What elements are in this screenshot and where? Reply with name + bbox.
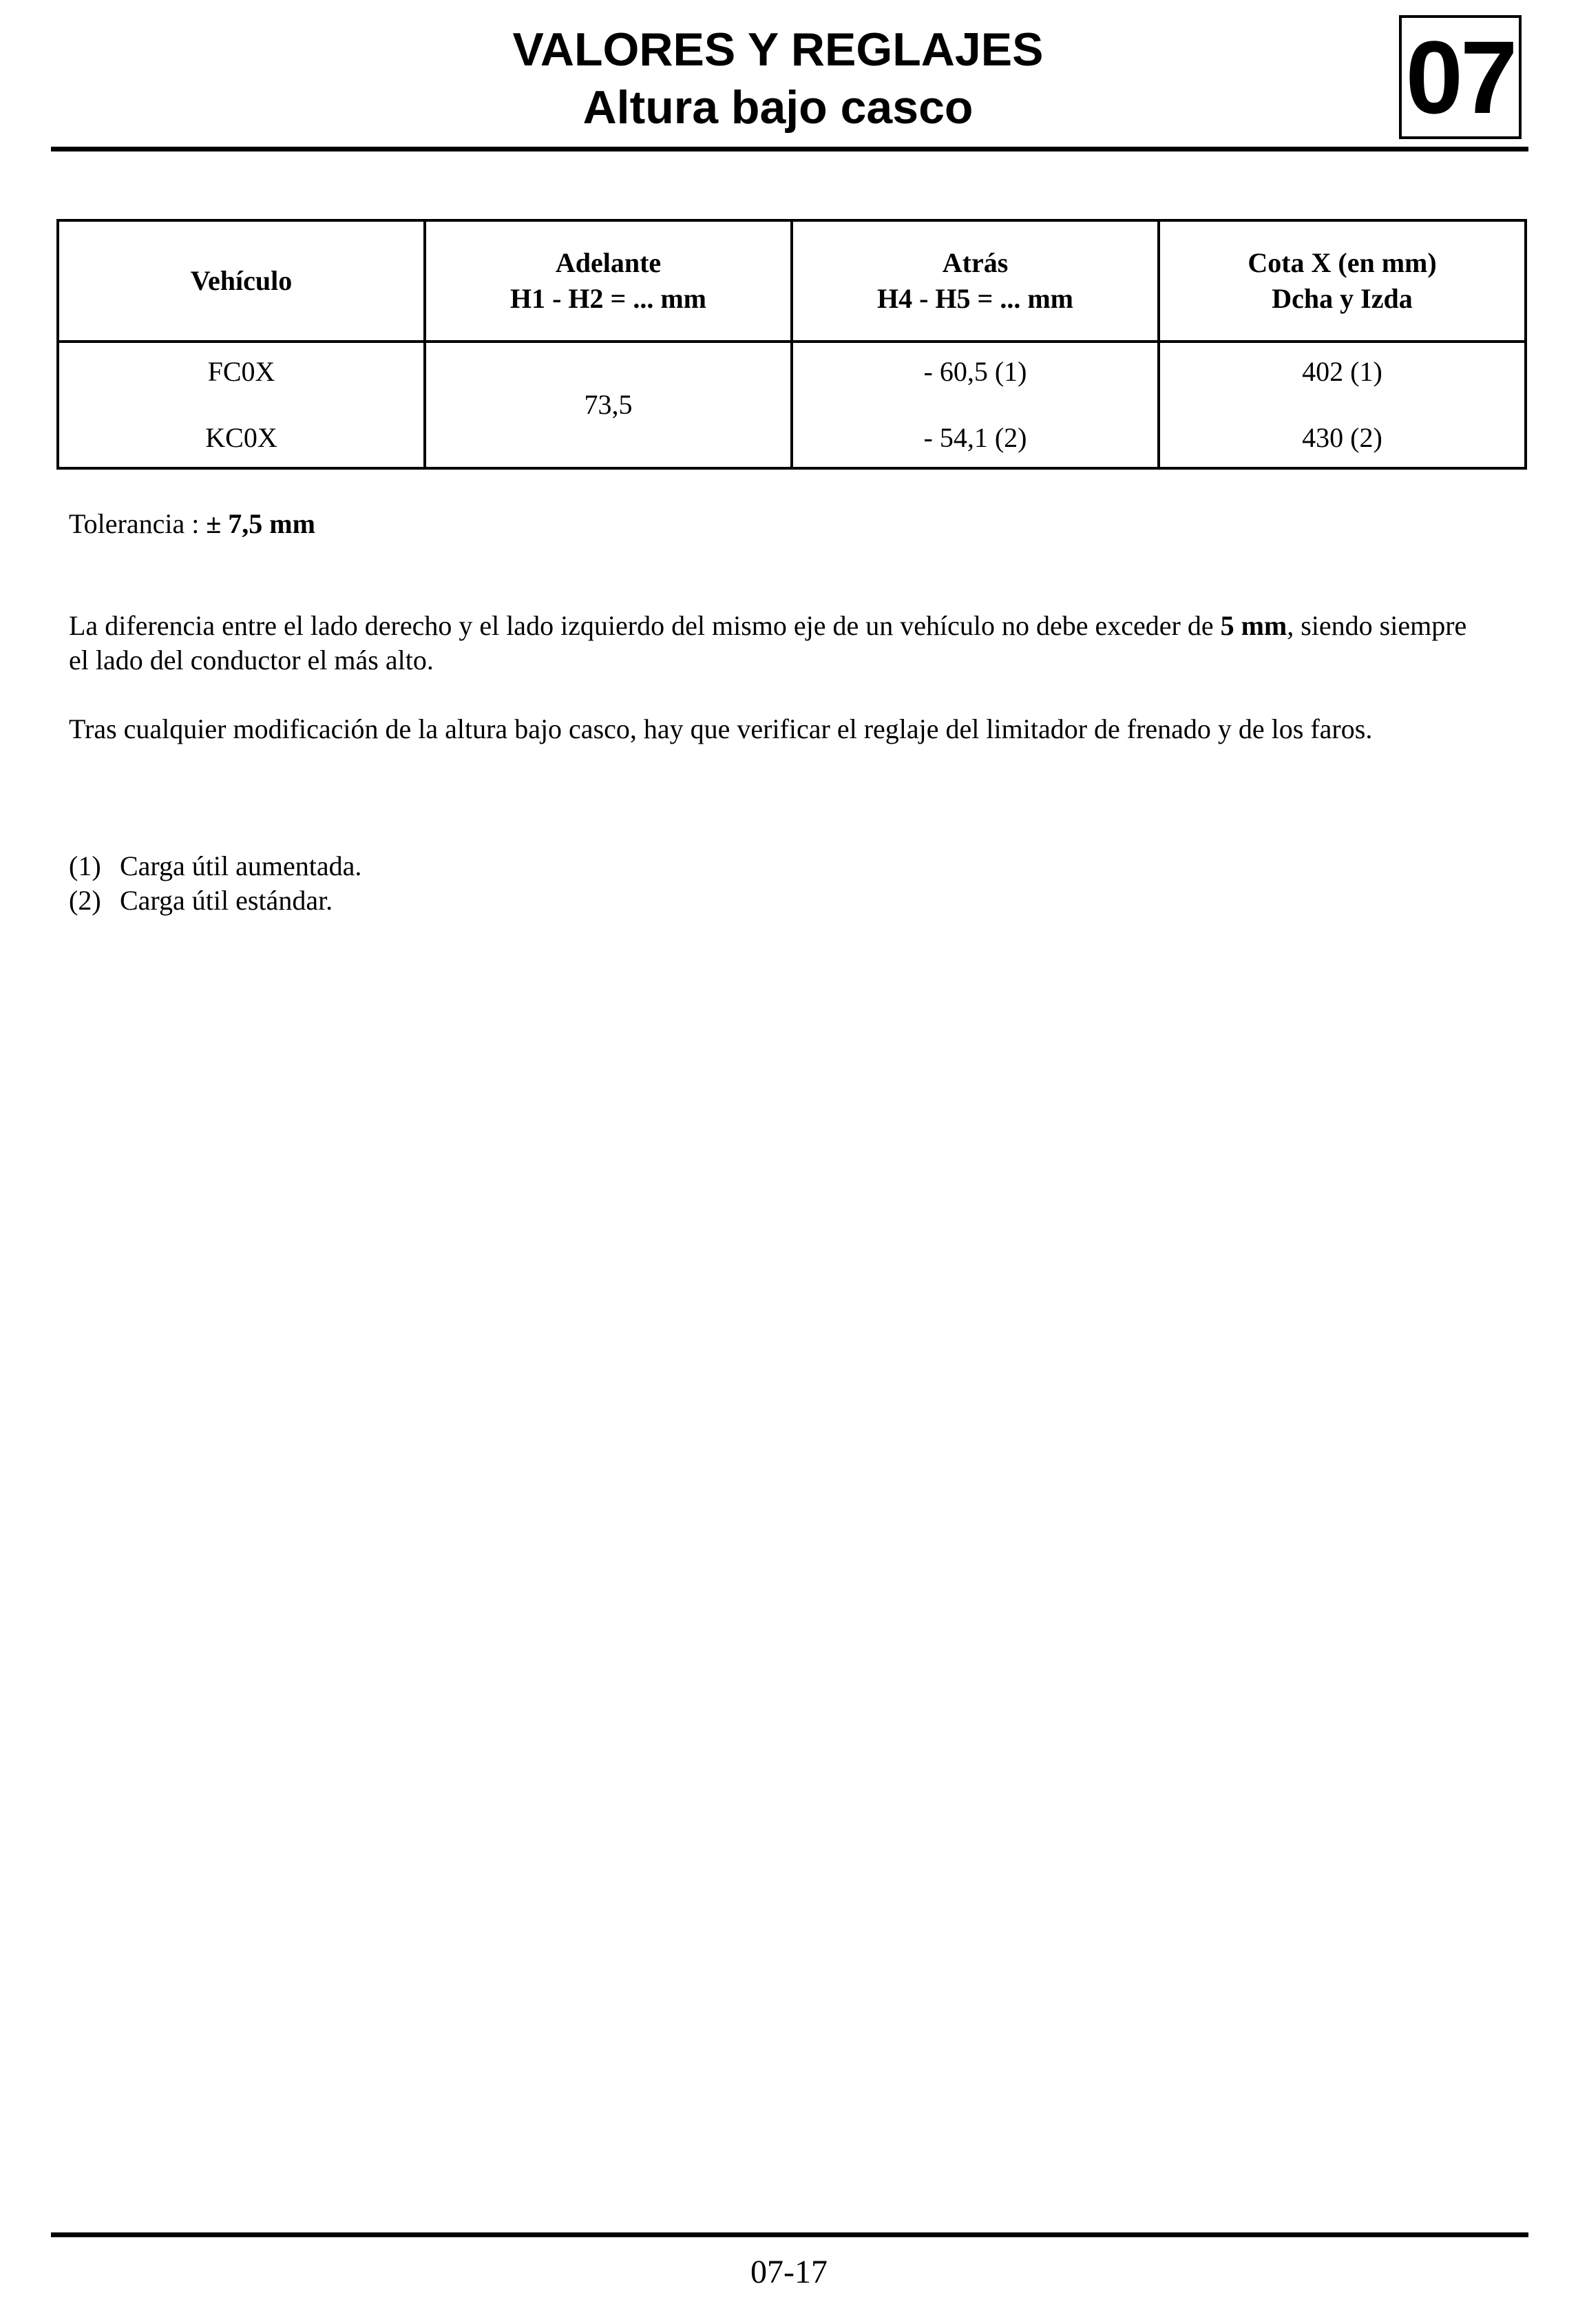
header-cota-x: Cota X (en mm) Dcha y Izda: [1159, 220, 1526, 342]
difference-paragraph: La diferencia entre el lado derecho y el lado izquierdo del mismo eje de un vehículo no debe exceder de 5 mm, siendo siempre el lado del conductor el más alto.: [69, 610, 1467, 676]
cell-cota-x: 402 (1) 430 (2): [1159, 342, 1526, 468]
page-number: 07-17: [750, 2254, 828, 2290]
page-title: VALORES Y REGLAJES: [512, 23, 1044, 76]
vehicle-kc0x: KC0X: [205, 422, 277, 453]
table-header-row: [58, 220, 1526, 342]
chapter-number-box: 07: [1399, 15, 1522, 139]
modification-paragraph: Tras cualquier modificación de la altura bajo casco, hay que verificar el reglaje del limitador de frenado y de los faros.: [69, 713, 1373, 744]
table-row: [58, 342, 1526, 468]
header-rule: [51, 147, 1528, 151]
header-adelante: Adelante H1 - H2 = ... mm: [425, 220, 792, 342]
tolerance-line: Tolerancia : ± 7,5 mm: [69, 508, 315, 539]
page-header: [0, 21, 1556, 136]
tolerance-value: ± 7,5 mm: [206, 508, 315, 539]
footnotes: [69, 849, 361, 918]
list-item: (1) Carga útil aumentada.: [69, 850, 362, 881]
header-vehiculo: Vehículo: [58, 220, 425, 342]
list-item: (2) Carga útil estándar.: [69, 885, 333, 916]
page-subtitle: Altura bajo casco: [582, 81, 974, 134]
values-table: [56, 219, 1527, 470]
cell-vehicles: [58, 342, 425, 468]
footer-rule: [51, 2232, 1528, 2237]
header-atras: Atrás H4 - H5 = ... mm: [792, 220, 1159, 342]
vehicle-fc0x: FC0X: [207, 356, 275, 387]
cell-adelante: 73,5: [425, 342, 792, 468]
cell-atras: - 60,5 (1) - 54,1 (2): [792, 342, 1159, 468]
